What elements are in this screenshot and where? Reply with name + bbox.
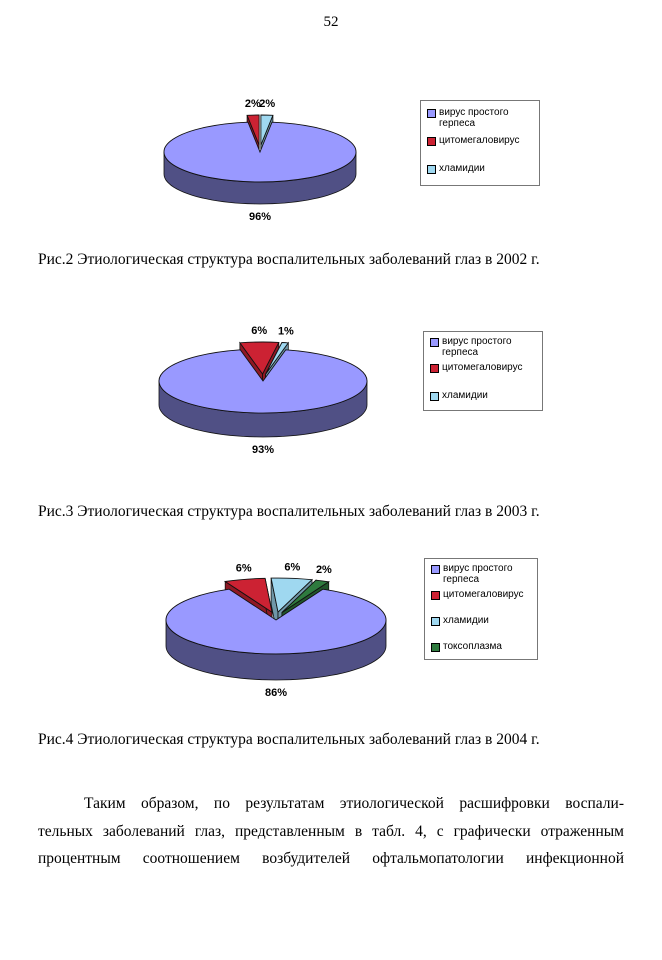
chart-legend — [423, 331, 543, 411]
data-label-1: 2% — [244, 98, 261, 111]
data-label-1: 6% — [235, 562, 252, 575]
pie-chart-2002 — [120, 60, 550, 238]
data-label-0: 86% — [264, 687, 288, 699]
legend-label-herpes: вирус простого герпеса — [443, 563, 513, 585]
legend-entry-cmv — [430, 362, 538, 373]
legend-entry-herpes — [430, 336, 538, 358]
page-number: 52 — [323, 14, 339, 30]
legend-label-herpes: вирус простого герпеса — [442, 336, 512, 358]
legend-entry-cmv — [427, 135, 535, 146]
legend-label-cmv: цитомегаловирус — [443, 589, 524, 600]
legend-entry-cmv — [431, 589, 533, 600]
legend-swatch-toxoplasma — [431, 643, 440, 652]
data-label-2: 2% — [259, 98, 276, 111]
chart-legend — [424, 558, 538, 660]
legend-swatch-cmv — [430, 364, 439, 373]
legend-label-herpes: вирус простого герпеса — [439, 107, 509, 129]
legend-entry-herpes — [427, 107, 535, 129]
paragraph-line: процентным соотношением возбудителей офтальмопатологии инфекционной — [38, 850, 624, 867]
body-paragraph — [38, 790, 624, 873]
legend-swatch-chlamydia — [430, 392, 439, 401]
figure-caption-2004: Рис.4 Этиологическая структура воспалительных заболеваний глаз в 2004 г. — [38, 731, 540, 748]
legend-label-chlamydia: хламидии — [442, 390, 488, 401]
legend-swatch-chlamydia — [427, 165, 436, 174]
pie-slices — [164, 115, 356, 204]
figure-caption-2003: Рис.3 Этиологическая структура воспалительных заболеваний глаз в 2003 г. — [38, 503, 540, 520]
pie-chart-2003 — [123, 285, 543, 485]
data-label-0: 96% — [248, 211, 272, 223]
pie-chart-2004 — [126, 538, 540, 714]
legend-entry-toxoplasma — [431, 641, 533, 652]
legend-swatch-herpes — [427, 109, 436, 118]
legend-entry-chlamydia — [431, 615, 533, 626]
pie-slices — [159, 342, 367, 437]
paragraph-line: Таким образом, по результатам этиологической расшифровки воспали- — [84, 795, 624, 812]
figure-caption-2002: Рис.2 Этиологическая структура воспалительных заболеваний глаз в 2002 г. — [38, 251, 540, 268]
slice-top — [164, 122, 356, 182]
legend-swatch-cmv — [427, 137, 436, 146]
pie-slice-0 — [164, 122, 356, 204]
legend-label-chlamydia: хламидии — [443, 615, 489, 626]
chart-legend — [420, 100, 540, 186]
pie-slices — [166, 578, 386, 680]
legend-entry-chlamydia — [427, 163, 535, 174]
data-label-2: 6% — [284, 561, 301, 574]
legend-swatch-herpes — [431, 565, 440, 574]
legend-entry-herpes — [431, 563, 533, 585]
legend-label-chlamydia: хламидии — [439, 163, 485, 174]
legend-swatch-chlamydia — [431, 617, 440, 626]
legend-swatch-herpes — [430, 338, 439, 347]
legend-entry-chlamydia — [430, 390, 538, 401]
legend-swatch-cmv — [431, 591, 440, 600]
data-label-0: 93% — [251, 444, 275, 456]
data-label-2: 1% — [277, 325, 294, 338]
legend-label-cmv: цитомегаловирус — [442, 362, 523, 373]
data-label-1: 6% — [251, 325, 268, 337]
data-label-3: 2% — [315, 563, 332, 576]
legend-label-toxoplasma: токсоплазма — [443, 641, 502, 652]
paragraph-line: тельных заболеваний глаз, представленным в табл. 4, с графически отраженным — [38, 822, 624, 840]
legend-label-cmv: цитомегаловирус — [439, 135, 520, 146]
